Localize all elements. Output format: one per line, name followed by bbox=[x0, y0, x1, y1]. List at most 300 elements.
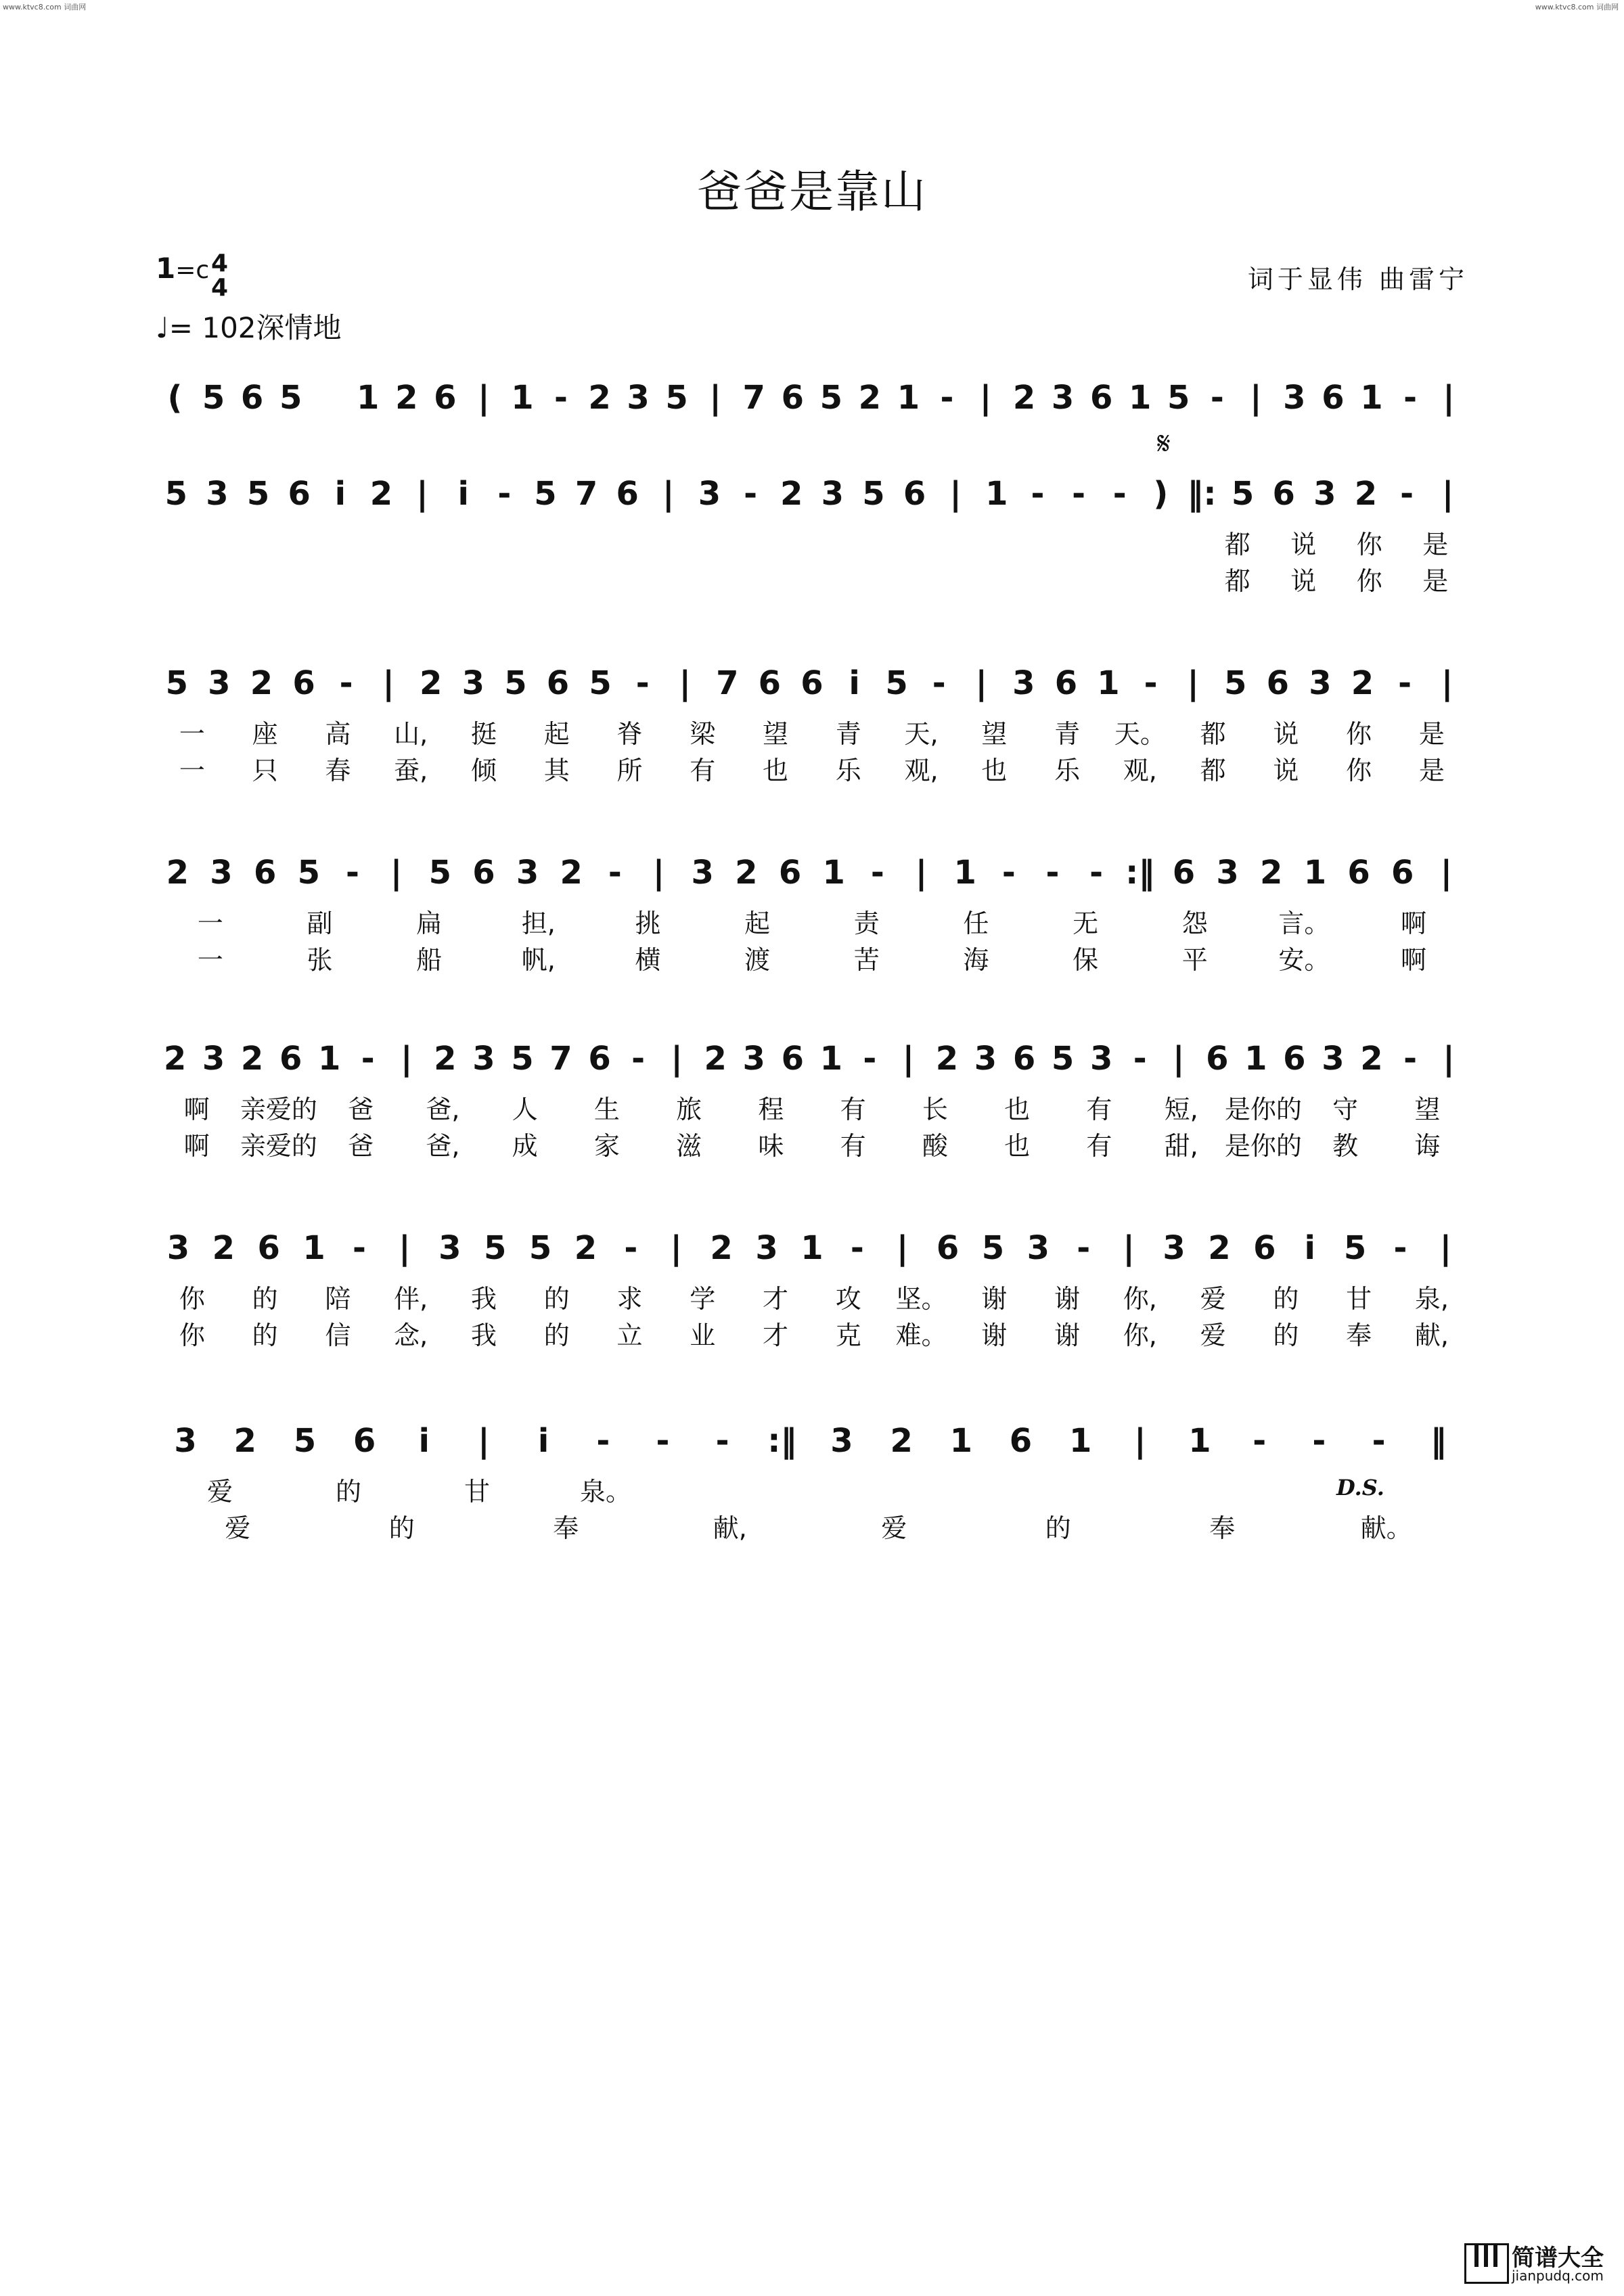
lyrics-verse-2 bbox=[156, 939, 1468, 976]
lyric-word: 是你的 bbox=[1224, 1095, 1302, 1124]
note: 1 bbox=[318, 1040, 341, 1078]
barline: | bbox=[1441, 664, 1453, 702]
lyric-word: 有 bbox=[1086, 1131, 1112, 1161]
lyric-word: 谢 bbox=[1054, 1321, 1081, 1350]
lyric-word: 无 bbox=[1073, 909, 1099, 938]
lyrics-verse-2 bbox=[156, 750, 1468, 787]
barline: ‖: bbox=[1187, 475, 1217, 513]
note: 3 bbox=[830, 1422, 853, 1460]
note: 1 bbox=[897, 379, 920, 417]
lyric-word: 有 bbox=[1086, 1095, 1112, 1124]
note: 1 bbox=[1128, 379, 1152, 417]
lyrics-verse-1 bbox=[156, 1278, 1468, 1315]
note: 2 bbox=[1012, 379, 1036, 417]
lyrics-verse-1 bbox=[1204, 524, 1468, 561]
lyric-word: 攻 bbox=[835, 1284, 861, 1314]
note: i bbox=[418, 1422, 430, 1460]
note: 6 bbox=[800, 664, 824, 702]
barline: | bbox=[902, 1040, 915, 1078]
dash: - bbox=[1403, 379, 1417, 417]
lyric-word: 起 bbox=[543, 719, 570, 749]
note: 2 bbox=[858, 379, 882, 417]
lyric-word: 旅 bbox=[676, 1095, 702, 1124]
dash: - bbox=[1398, 664, 1412, 702]
dash: - bbox=[1031, 475, 1045, 513]
barline: | bbox=[1123, 1229, 1135, 1267]
barline: | bbox=[652, 854, 665, 892]
notes-row bbox=[156, 1414, 1468, 1468]
dash: - bbox=[1253, 1422, 1267, 1460]
note: 5 bbox=[819, 379, 843, 417]
lyrics-verse-1 bbox=[156, 713, 1468, 750]
note: 5 bbox=[246, 475, 270, 513]
lyric-word: 蚕, bbox=[394, 756, 428, 785]
note: 2 bbox=[710, 1229, 733, 1267]
lyric-word: 教 bbox=[1332, 1131, 1359, 1161]
lyric-word: 挑 bbox=[635, 909, 661, 938]
barline: | bbox=[382, 664, 394, 702]
lyric-word: 念, bbox=[394, 1321, 428, 1350]
lyric-word: 甘 bbox=[1346, 1284, 1372, 1314]
note: 1 bbox=[822, 854, 845, 892]
note: 3 bbox=[202, 1040, 225, 1078]
lyric-word: 程 bbox=[758, 1095, 784, 1124]
dash: - bbox=[353, 1229, 366, 1267]
lyrics-verse-1 bbox=[156, 1088, 1468, 1126]
lyric-word: 是 bbox=[1418, 756, 1445, 785]
lyrics-verse-2 bbox=[1204, 560, 1468, 597]
lyric-word: 爸, bbox=[426, 1095, 460, 1124]
dash: - bbox=[596, 1422, 610, 1460]
barline: | bbox=[975, 664, 988, 702]
lyric-word: 我 bbox=[470, 1284, 497, 1314]
note: 5 bbox=[862, 475, 885, 513]
lyric-word: 生 bbox=[593, 1095, 620, 1124]
lyric-word: 滋 bbox=[676, 1131, 702, 1161]
site-watermark-left: www.ktvc8.com 词曲网 bbox=[3, 3, 87, 12]
lyric-word: 爱 bbox=[225, 1513, 251, 1543]
lyric-word: 爱 bbox=[881, 1513, 907, 1543]
dash: - bbox=[1144, 664, 1158, 702]
lyric-word: 山, bbox=[394, 719, 428, 749]
dash: - bbox=[554, 379, 568, 417]
lyric-word: 是 bbox=[1418, 719, 1445, 749]
note: 6 bbox=[903, 475, 926, 513]
note: 1 bbox=[800, 1229, 824, 1267]
note: 5 bbox=[1051, 1040, 1075, 1078]
barline: | bbox=[1441, 475, 1454, 513]
barline: | bbox=[670, 1229, 682, 1267]
lyrics-verse-2 bbox=[156, 1314, 1468, 1352]
note: 5 bbox=[981, 1229, 1005, 1267]
lyric-word: 望 bbox=[1414, 1095, 1441, 1124]
note: 5 bbox=[885, 664, 908, 702]
notes-row bbox=[156, 371, 1468, 425]
dash: - bbox=[1077, 1229, 1091, 1267]
note: 2 bbox=[1351, 664, 1374, 702]
lyric-word: 谢 bbox=[981, 1284, 1008, 1314]
note: 3 bbox=[208, 664, 231, 702]
note: 3 bbox=[821, 475, 844, 513]
note: 3 bbox=[1216, 854, 1239, 892]
dash: - bbox=[1133, 1040, 1147, 1078]
lyric-word: 甜, bbox=[1164, 1131, 1198, 1161]
note: 6 bbox=[472, 854, 495, 892]
dash: - bbox=[497, 475, 512, 513]
lyric-word: 你 bbox=[1346, 756, 1372, 785]
lyric-word: 都 bbox=[1224, 566, 1250, 596]
note: 2 bbox=[588, 379, 611, 417]
note: 5 bbox=[1224, 664, 1247, 702]
note: 3 bbox=[461, 664, 485, 702]
barline: ‖ bbox=[1430, 1422, 1447, 1460]
barline: | bbox=[1443, 1040, 1455, 1078]
dash: - bbox=[870, 854, 884, 892]
note: 5 bbox=[511, 1040, 534, 1078]
lyric-word: 伴, bbox=[394, 1284, 428, 1314]
note: 6 bbox=[434, 379, 457, 417]
lyric-word: 的 bbox=[252, 1321, 278, 1350]
note: 1 bbox=[357, 379, 380, 417]
barline: :‖ bbox=[767, 1422, 797, 1460]
lyric-word: 学 bbox=[690, 1284, 716, 1314]
lyrics-verse-1 bbox=[156, 902, 1468, 940]
lyric-word: 一 bbox=[179, 719, 205, 749]
lyric-word: 我 bbox=[470, 1321, 497, 1350]
note: 5 bbox=[297, 854, 320, 892]
note: 6 bbox=[1283, 1040, 1306, 1078]
note: 1 bbox=[1360, 379, 1383, 417]
note: 1 bbox=[949, 1422, 973, 1460]
lyric-word: 船 bbox=[416, 945, 443, 975]
lyric-word: 你 bbox=[1356, 530, 1382, 559]
note: 5 bbox=[164, 475, 188, 513]
dash: - bbox=[1112, 475, 1127, 513]
note: 2 bbox=[560, 854, 583, 892]
lyric-word: 观, bbox=[1123, 756, 1157, 785]
lyric-word: 担, bbox=[521, 909, 556, 938]
note: 5 bbox=[504, 664, 527, 702]
lyric-word: 泉, bbox=[1414, 1284, 1449, 1314]
lyric-word: 的 bbox=[1273, 1321, 1299, 1350]
lyric-word: 挺 bbox=[470, 719, 497, 749]
note: 5 bbox=[279, 379, 302, 417]
lyric-word: 是你的 bbox=[1224, 1131, 1302, 1161]
dash: - bbox=[608, 854, 622, 892]
lyric-word: 啊 bbox=[1401, 945, 1427, 975]
lyric-word: 都 bbox=[1200, 719, 1226, 749]
note: 2 bbox=[212, 1229, 235, 1267]
note: 3 bbox=[627, 379, 650, 417]
time-signature-bottom: 4 bbox=[211, 274, 229, 302]
lyric-word: 爸 bbox=[348, 1131, 374, 1161]
lyric-word: 是 bbox=[1422, 530, 1449, 559]
logo-name: 简谱大全 bbox=[1512, 2245, 1604, 2272]
lyric-word: 才 bbox=[763, 1321, 789, 1350]
lyric-word: 海 bbox=[963, 945, 989, 975]
note: 3 bbox=[742, 1040, 765, 1078]
dal-segno-marking: D.S. bbox=[1336, 1475, 1384, 1500]
note: 3 bbox=[1309, 664, 1332, 702]
lyric-word: 言。 bbox=[1278, 909, 1330, 938]
notes-row bbox=[156, 846, 1468, 900]
barline: | bbox=[896, 1229, 909, 1267]
note: 3 bbox=[174, 1422, 197, 1460]
note: 1 bbox=[1097, 664, 1120, 702]
lyric-word: 有 bbox=[840, 1095, 866, 1124]
lyric-word: 天。 bbox=[1114, 719, 1166, 749]
dash: - bbox=[1403, 1040, 1417, 1078]
dash: - bbox=[850, 1229, 864, 1267]
lyric-word: 都 bbox=[1200, 756, 1226, 785]
note: 5 bbox=[428, 854, 451, 892]
note: 6 bbox=[758, 664, 782, 702]
lyric-word: 也 bbox=[763, 756, 789, 785]
barline: | bbox=[949, 475, 962, 513]
lyric-word: 长 bbox=[922, 1095, 948, 1124]
lyric-word: 扁 bbox=[416, 909, 443, 938]
note: 2 bbox=[735, 854, 758, 892]
note: 6 bbox=[257, 1229, 280, 1267]
barline: | bbox=[1250, 379, 1262, 417]
note: 6 bbox=[1347, 854, 1370, 892]
note: 6 bbox=[288, 475, 311, 513]
note: 6 bbox=[1266, 664, 1290, 702]
barline: | bbox=[401, 1040, 413, 1078]
lyric-word: 一 bbox=[179, 756, 205, 785]
barline: | bbox=[1187, 664, 1199, 702]
note: 3 bbox=[974, 1040, 997, 1078]
lyric-word: 乐 bbox=[835, 756, 861, 785]
segno-icon: 𝄋 bbox=[1157, 425, 1171, 461]
dash: - bbox=[1072, 475, 1086, 513]
note: 3 bbox=[206, 475, 229, 513]
lyric-word: 家 bbox=[593, 1131, 620, 1161]
lyric-word: 副 bbox=[307, 909, 333, 938]
dash: - bbox=[715, 1422, 729, 1460]
note: 5 bbox=[1343, 1229, 1367, 1267]
lyric-word: 的 bbox=[1273, 1284, 1299, 1314]
dash: - bbox=[1372, 1422, 1386, 1460]
lyric-word: 天, bbox=[904, 719, 939, 749]
lyric-word: 爸 bbox=[348, 1095, 374, 1124]
lyric-word: 克 bbox=[835, 1321, 861, 1350]
lyric-word: 渡 bbox=[744, 945, 771, 975]
lyric-word: 平 bbox=[1181, 945, 1208, 975]
lyric-word: 也 bbox=[981, 756, 1008, 785]
note: 3 bbox=[438, 1229, 461, 1267]
note: 3 bbox=[1313, 475, 1336, 513]
dash: - bbox=[624, 1229, 638, 1267]
barline: | bbox=[979, 379, 992, 417]
note: 1 bbox=[985, 475, 1008, 513]
lyric-word: 望 bbox=[981, 719, 1008, 749]
note: i bbox=[457, 475, 469, 513]
lyric-word: 说 bbox=[1290, 530, 1317, 559]
note: 2 bbox=[369, 475, 393, 513]
lyric-word: 春 bbox=[325, 756, 351, 785]
lyric-word: 酸 bbox=[922, 1131, 948, 1161]
dash: - bbox=[631, 1040, 646, 1078]
key-letter: =c bbox=[175, 256, 210, 284]
note: 6 bbox=[588, 1040, 611, 1078]
note: 7 bbox=[574, 475, 598, 513]
note: 3 bbox=[472, 1040, 495, 1078]
note: 5 bbox=[483, 1229, 507, 1267]
lyric-word: 谢 bbox=[1054, 1284, 1081, 1314]
barline: | bbox=[915, 854, 928, 892]
lyric-word: 短, bbox=[1164, 1095, 1198, 1124]
lyric-word: 亲爱的 bbox=[240, 1095, 317, 1124]
barline: | bbox=[1134, 1422, 1146, 1460]
barline: | bbox=[390, 854, 403, 892]
lyric-word: 只 bbox=[252, 756, 278, 785]
note: i bbox=[537, 1422, 549, 1460]
notes-row bbox=[156, 1032, 1468, 1086]
lyric-word: 是 bbox=[1422, 566, 1449, 596]
note: 1 bbox=[1303, 854, 1327, 892]
note: 6 bbox=[546, 664, 570, 702]
note: 2 bbox=[574, 1229, 597, 1267]
time-signature bbox=[211, 252, 228, 300]
note: 6 bbox=[1089, 379, 1113, 417]
note: 2 bbox=[434, 1040, 457, 1078]
barline: :‖ bbox=[1125, 854, 1155, 892]
lyric-word: 献, bbox=[713, 1513, 747, 1543]
lyric-word: 高 bbox=[325, 719, 351, 749]
note: 2 bbox=[166, 854, 189, 892]
note: 5 bbox=[534, 475, 557, 513]
note: 5 bbox=[165, 664, 188, 702]
lyric-word: 甘 bbox=[464, 1477, 490, 1507]
note: ( bbox=[167, 379, 183, 417]
jianpudq-logo bbox=[1464, 2239, 1613, 2284]
barline: | bbox=[399, 1229, 411, 1267]
note: 6 bbox=[292, 664, 315, 702]
lyric-word: 一 bbox=[197, 909, 223, 938]
note: 2 bbox=[1354, 475, 1378, 513]
barline: | bbox=[1439, 1229, 1452, 1267]
note: 3 bbox=[1012, 664, 1035, 702]
lyric-word: 坚。 bbox=[895, 1284, 947, 1314]
barline: | bbox=[416, 475, 428, 513]
lyric-word: 难。 bbox=[895, 1321, 947, 1350]
note: 5 bbox=[202, 379, 225, 417]
dash: - bbox=[345, 854, 359, 892]
dash: - bbox=[863, 1040, 877, 1078]
lyric-word: 安。 bbox=[1278, 945, 1330, 975]
lyric-word: 的 bbox=[335, 1477, 361, 1507]
lyric-word: 献。 bbox=[1360, 1513, 1412, 1543]
dash: - bbox=[932, 664, 946, 702]
note: 1 bbox=[819, 1040, 843, 1078]
lyric-word: 业 bbox=[690, 1321, 716, 1350]
note: 7 bbox=[716, 664, 739, 702]
note: 2 bbox=[233, 1422, 256, 1460]
note: 2 bbox=[420, 664, 443, 702]
note: 3 bbox=[1322, 1040, 1345, 1078]
lyric-word: 谢 bbox=[981, 1321, 1008, 1350]
note: 5 bbox=[1231, 475, 1255, 513]
lyric-word: 才 bbox=[763, 1284, 789, 1314]
lyric-word: 的 bbox=[388, 1513, 415, 1543]
lyric-word: 你, bbox=[1123, 1321, 1157, 1350]
lyric-word: 爱 bbox=[1200, 1284, 1226, 1314]
lyric-word: 奉 bbox=[1346, 1321, 1372, 1350]
note: 2 bbox=[890, 1422, 913, 1460]
note: 6 bbox=[1206, 1040, 1229, 1078]
lyric-word: 求 bbox=[616, 1284, 643, 1314]
lyric-word: 奉 bbox=[553, 1513, 579, 1543]
dash: - bbox=[361, 1040, 375, 1078]
lyric-word: 青 bbox=[835, 719, 861, 749]
note: 3 bbox=[166, 1229, 190, 1267]
lyric-word: 所 bbox=[616, 756, 643, 785]
note: 2 bbox=[780, 475, 803, 513]
lyric-word: 奉 bbox=[1209, 1513, 1236, 1543]
lyric-word: 啊 bbox=[1401, 909, 1427, 938]
lyric-word: 有 bbox=[840, 1131, 866, 1161]
note: 6 bbox=[240, 379, 264, 417]
note: 3 bbox=[1089, 1040, 1113, 1078]
lyric-word: 信 bbox=[325, 1321, 351, 1350]
note: 6 bbox=[253, 854, 277, 892]
note: 3 bbox=[1051, 379, 1075, 417]
lyric-word: 说 bbox=[1273, 756, 1299, 785]
barline: | bbox=[1440, 854, 1453, 892]
note: 1 bbox=[302, 1229, 325, 1267]
song-credits: 词于显伟 曲雷宁 bbox=[1247, 265, 1468, 294]
note: 1 bbox=[953, 854, 976, 892]
note: 6 bbox=[1391, 854, 1414, 892]
lyric-word: 你 bbox=[1356, 566, 1382, 596]
lyric-word: 梁 bbox=[690, 719, 716, 749]
lyric-word: 张 bbox=[307, 945, 333, 975]
lyric-word: 起 bbox=[744, 909, 771, 938]
note: 5 bbox=[528, 1229, 552, 1267]
lyrics-verse-2 bbox=[156, 1125, 1468, 1162]
note: 6 bbox=[778, 854, 802, 892]
dash: - bbox=[744, 475, 758, 513]
lyric-word: 脊 bbox=[616, 719, 643, 749]
site-watermark-right: www.ktvc8.com 词曲网 bbox=[1535, 3, 1619, 12]
note: 6 bbox=[1009, 1422, 1033, 1460]
lyric-word: 爱 bbox=[206, 1477, 233, 1507]
lyric-word: 观, bbox=[904, 756, 939, 785]
note: 1 bbox=[1068, 1422, 1092, 1460]
note: 3 bbox=[755, 1229, 778, 1267]
lyric-word: 啊 bbox=[183, 1131, 210, 1161]
lyric-word: 献, bbox=[1414, 1321, 1449, 1350]
lyric-word: 任 bbox=[963, 909, 989, 938]
lyric-word: 立 bbox=[616, 1321, 643, 1350]
lyric-word: 青 bbox=[1054, 719, 1081, 749]
piano-keys-icon bbox=[1464, 2243, 1509, 2284]
lyrics-verse-2 bbox=[156, 1507, 1468, 1544]
lyric-word: 人 bbox=[512, 1095, 538, 1124]
lyric-word: 的 bbox=[252, 1284, 278, 1314]
note: 2 bbox=[250, 664, 273, 702]
barline: | bbox=[671, 1040, 683, 1078]
key-number: 1 bbox=[156, 252, 176, 285]
dash: - bbox=[940, 379, 954, 417]
lyric-word: 一 bbox=[197, 945, 223, 975]
dash: - bbox=[1393, 1229, 1407, 1267]
time-signature-top: 4 bbox=[211, 250, 229, 277]
note: 5 bbox=[293, 1422, 317, 1460]
note: 6 bbox=[616, 475, 639, 513]
lyric-word: 责 bbox=[853, 909, 880, 938]
